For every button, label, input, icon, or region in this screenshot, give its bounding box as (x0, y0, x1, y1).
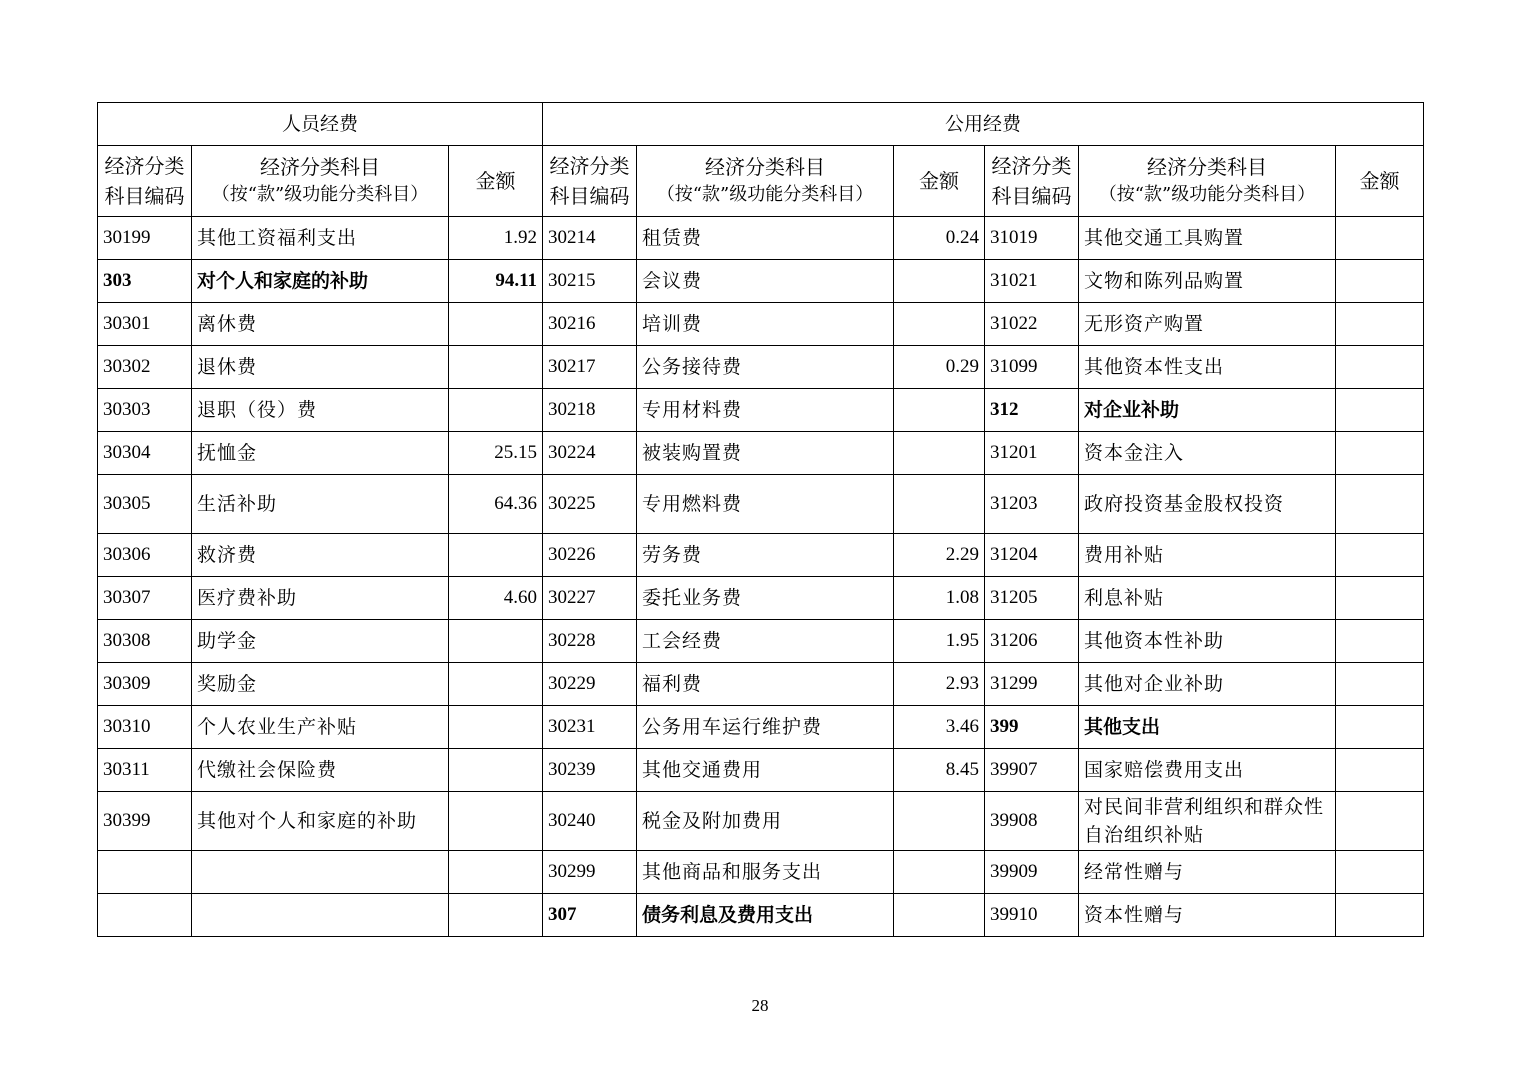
code-cell: 39907 (985, 749, 1079, 792)
item-name-cell: 公务用车运行维护费 (637, 706, 894, 749)
code-cell: 30229 (543, 663, 637, 706)
code-cell: 30306 (98, 534, 192, 577)
amount-cell (1336, 577, 1424, 620)
code-cell (98, 894, 192, 937)
item-name-cell: 培训费 (637, 303, 894, 346)
code-cell: 30199 (98, 217, 192, 260)
group-public: 公用经费 (543, 103, 1424, 146)
code-cell: 30305 (98, 475, 192, 534)
table-row (98, 577, 1424, 620)
code-cell: 31019 (985, 217, 1079, 260)
amount-cell (894, 851, 985, 894)
header-amount: 金额 (1336, 146, 1424, 217)
amount-cell (449, 851, 543, 894)
amount-cell (894, 432, 985, 475)
code-cell: 30240 (543, 792, 637, 851)
code-cell: 30310 (98, 706, 192, 749)
item-name-cell: 生活补助 (192, 475, 449, 534)
code-cell: 30309 (98, 663, 192, 706)
code-cell: 31205 (985, 577, 1079, 620)
amount-cell: 1.95 (894, 620, 985, 663)
amount-cell (1336, 894, 1424, 937)
header-code: 经济分类科目编码 (985, 146, 1079, 217)
code-cell: 30301 (98, 303, 192, 346)
header-code: 经济分类科目编码 (98, 146, 192, 217)
table-row (98, 475, 1424, 534)
item-name-cell: 对民间非营利组织和群众性自治组织补贴 (1079, 792, 1336, 851)
header-name-main: 经济分类科目 (1147, 155, 1268, 179)
amount-cell: 2.29 (894, 534, 985, 577)
amount-cell (449, 894, 543, 937)
amount-cell: 0.29 (894, 346, 985, 389)
code-cell (98, 851, 192, 894)
header-name-main: 经济分类科目 (705, 155, 826, 179)
amount-cell (1336, 346, 1424, 389)
amount-cell (1336, 534, 1424, 577)
table-row (98, 389, 1424, 432)
amount-cell: 2.93 (894, 663, 985, 706)
code-cell: 30311 (98, 749, 192, 792)
amount-cell (894, 389, 985, 432)
code-cell: 30226 (543, 534, 637, 577)
item-name-cell: 其他工资福利支出 (192, 217, 449, 260)
table-row (98, 534, 1424, 577)
amount-cell (894, 894, 985, 937)
amount-cell (1336, 792, 1424, 851)
code-cell: 30299 (543, 851, 637, 894)
amount-cell (894, 792, 985, 851)
header-name-main: 经济分类科目 (260, 155, 380, 179)
code-cell: 31099 (985, 346, 1079, 389)
code-cell: 39909 (985, 851, 1079, 894)
amount-cell (449, 663, 543, 706)
item-name-cell: 救济费 (192, 534, 449, 577)
item-name-cell: 离休费 (192, 303, 449, 346)
item-name-cell: 债务利息及费用支出 (637, 894, 894, 937)
table-row (98, 260, 1424, 303)
amount-cell: 1.08 (894, 577, 985, 620)
table-row (98, 749, 1424, 792)
code-cell: 30216 (543, 303, 637, 346)
table-row (98, 792, 1424, 851)
amount-cell: 64.36 (449, 475, 543, 534)
code-cell: 303 (98, 260, 192, 303)
item-name-cell: 退休费 (192, 346, 449, 389)
code-cell: 31021 (985, 260, 1079, 303)
code-cell: 30239 (543, 749, 637, 792)
amount-cell (894, 303, 985, 346)
code-cell: 30224 (543, 432, 637, 475)
item-name-cell (192, 851, 449, 894)
amount-cell (1336, 260, 1424, 303)
code-cell: 30225 (543, 475, 637, 534)
amount-cell: 25.15 (449, 432, 543, 475)
amount-cell (1336, 303, 1424, 346)
column-header-row (98, 146, 1424, 217)
budget-table (97, 102, 1424, 937)
code-cell: 31299 (985, 663, 1079, 706)
item-name-cell: 其他交通工具购置 (1079, 217, 1336, 260)
code-cell: 30302 (98, 346, 192, 389)
code-cell: 30307 (98, 577, 192, 620)
item-name-cell: 委托业务费 (637, 577, 894, 620)
item-name-cell: 费用补贴 (1079, 534, 1336, 577)
amount-cell: 8.45 (894, 749, 985, 792)
code-cell: 30399 (98, 792, 192, 851)
amount-cell (1336, 851, 1424, 894)
amount-cell (1336, 432, 1424, 475)
code-cell: 307 (543, 894, 637, 937)
code-cell: 39908 (985, 792, 1079, 851)
item-name-cell: 专用燃料费 (637, 475, 894, 534)
item-name-cell: 资本金注入 (1079, 432, 1336, 475)
item-name-cell: 其他资本性补助 (1079, 620, 1336, 663)
item-name-cell: 其他交通费用 (637, 749, 894, 792)
item-name-cell: 租赁费 (637, 217, 894, 260)
amount-cell (1336, 663, 1424, 706)
code-cell: 31206 (985, 620, 1079, 663)
item-name-cell: 福利费 (637, 663, 894, 706)
table-row (98, 663, 1424, 706)
item-name-cell: 经常性赠与 (1079, 851, 1336, 894)
table-row (98, 432, 1424, 475)
code-cell: 31201 (985, 432, 1079, 475)
item-name-cell: 公务接待费 (637, 346, 894, 389)
item-name-cell: 其他对个人和家庭的补助 (192, 792, 449, 851)
header-name-note: （按“款”级功能分类科目） (656, 184, 874, 205)
group-personnel: 人员经费 (98, 103, 543, 146)
item-name-cell: 其他商品和服务支出 (637, 851, 894, 894)
code-cell: 30218 (543, 389, 637, 432)
amount-cell (449, 303, 543, 346)
amount-cell: 0.24 (894, 217, 985, 260)
code-cell: 30214 (543, 217, 637, 260)
amount-cell (449, 346, 543, 389)
item-name-cell: 被装购置费 (637, 432, 894, 475)
code-cell: 30231 (543, 706, 637, 749)
amount-cell (449, 792, 543, 851)
item-name-cell: 代缴社会保险费 (192, 749, 449, 792)
code-cell: 30215 (543, 260, 637, 303)
item-name-cell: 国家赔偿费用支出 (1079, 749, 1336, 792)
header-amount: 金额 (894, 146, 985, 217)
item-name-cell: 劳务费 (637, 534, 894, 577)
amount-cell (1336, 749, 1424, 792)
code-cell: 312 (985, 389, 1079, 432)
item-name-cell: 对个人和家庭的补助 (192, 260, 449, 303)
amount-cell (894, 475, 985, 534)
item-name-cell: 政府投资基金股权投资 (1079, 475, 1336, 534)
item-name-cell: 助学金 (192, 620, 449, 663)
amount-cell: 3.46 (894, 706, 985, 749)
table-row (98, 894, 1424, 937)
header-name-note: （按“款”级功能分类科目） (1098, 184, 1316, 205)
table-row (98, 706, 1424, 749)
item-name-cell: 对企业补助 (1079, 389, 1336, 432)
code-cell: 399 (985, 706, 1079, 749)
amount-cell (1336, 217, 1424, 260)
amount-cell: 4.60 (449, 577, 543, 620)
amount-cell: 1.92 (449, 217, 543, 260)
amount-cell (449, 749, 543, 792)
code-cell: 30304 (98, 432, 192, 475)
code-cell: 30227 (543, 577, 637, 620)
item-name-cell: 无形资产购置 (1079, 303, 1336, 346)
code-cell: 30308 (98, 620, 192, 663)
header-amount: 金额 (449, 146, 543, 217)
item-name-cell: 奖励金 (192, 663, 449, 706)
amount-cell (449, 534, 543, 577)
item-name-cell: 其他对企业补助 (1079, 663, 1336, 706)
code-cell: 31022 (985, 303, 1079, 346)
code-cell: 30303 (98, 389, 192, 432)
code-cell: 30217 (543, 346, 637, 389)
header-name-note: （按“款”级功能分类科目） (211, 184, 429, 205)
code-cell: 31203 (985, 475, 1079, 534)
item-name-cell: 工会经费 (637, 620, 894, 663)
item-name-cell: 医疗费补助 (192, 577, 449, 620)
amount-cell (1336, 475, 1424, 534)
item-name-cell: 税金及附加费用 (637, 792, 894, 851)
header-name (637, 146, 894, 217)
group-header-row (98, 103, 1424, 146)
amount-cell (449, 620, 543, 663)
table-row (98, 217, 1424, 260)
code-cell: 31204 (985, 534, 1079, 577)
amount-cell (449, 706, 543, 749)
header-code: 经济分类科目编码 (543, 146, 637, 217)
item-name-cell: 个人农业生产补贴 (192, 706, 449, 749)
amount-cell (1336, 389, 1424, 432)
amount-cell (894, 260, 985, 303)
table-row (98, 851, 1424, 894)
amount-cell (449, 389, 543, 432)
header-name (192, 146, 449, 217)
item-name-cell: 其他支出 (1079, 706, 1336, 749)
header-name (1079, 146, 1336, 217)
item-name-cell: 抚恤金 (192, 432, 449, 475)
code-cell: 30228 (543, 620, 637, 663)
amount-cell (1336, 620, 1424, 663)
item-name-cell: 文物和陈列品购置 (1079, 260, 1336, 303)
item-name-cell: 利息补贴 (1079, 577, 1336, 620)
item-name-cell: 资本性赠与 (1079, 894, 1336, 937)
item-name-cell (192, 894, 449, 937)
item-name-cell: 退职（役）费 (192, 389, 449, 432)
amount-cell: 94.11 (449, 260, 543, 303)
item-name-cell: 专用材料费 (637, 389, 894, 432)
amount-cell (1336, 706, 1424, 749)
table-row (98, 346, 1424, 389)
code-cell: 39910 (985, 894, 1079, 937)
table-row (98, 620, 1424, 663)
table-row (98, 303, 1424, 346)
item-name-cell: 其他资本性支出 (1079, 346, 1336, 389)
page-number: 28 (751, 996, 769, 1015)
item-name-cell: 会议费 (637, 260, 894, 303)
